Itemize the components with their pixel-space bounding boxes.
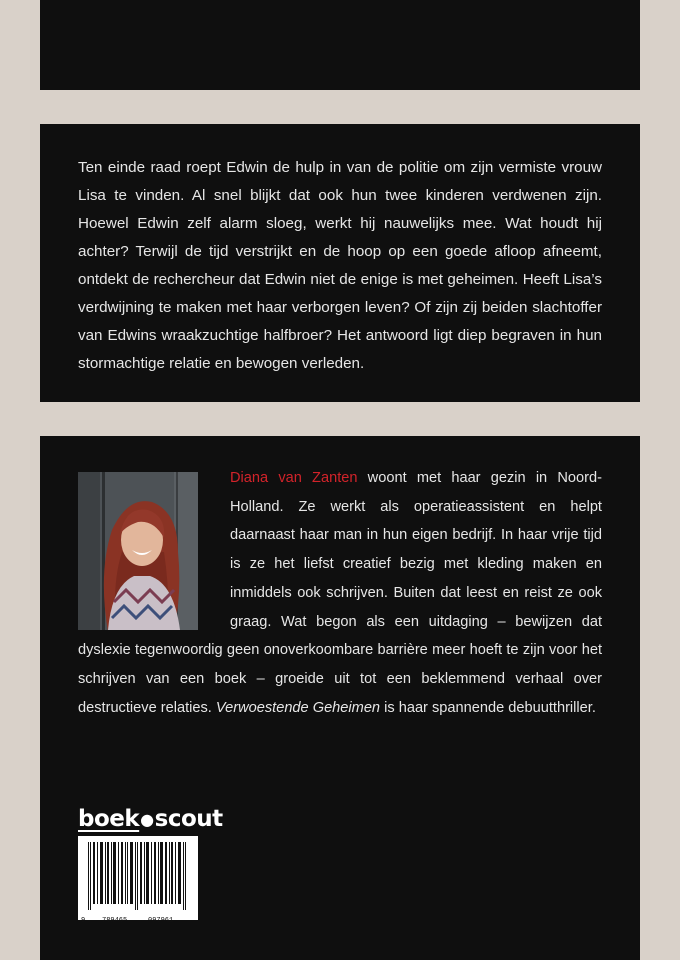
- top-panel: [40, 0, 640, 90]
- blurb-text: Ten einde raad roept Edwin de hulp in van de politie om zijn vermiste vrouw Lisa te vinden. Al snel blijkt dat ook hun twee kinderen verdwenen zijn. Hoewel Edwin zelf alarm sloeg, werkt hij nauwelijks mee. Wat houdt hij achter? Terwijl de tijd verstrijkt en de hoop op een goede afloop afneemt, ontdekt de rechercheur dat Edwin niet de enige is met geheimen. Heeft Lisa’s verdwijning te maken met haar verborgen leven? Of zijn zij beiden slachtoffer van Edwins wraakzuchtige halfbroer? Het antwoord ligt diep begraven in hun stormachtige relatie en bewogen verleden.: [78, 159, 602, 372]
- logo-text-boek: boek: [78, 806, 140, 832]
- logo-text-scout: scout: [154, 806, 223, 832]
- book-title: Verwoestende Geheimen: [215, 699, 381, 716]
- author-bio-text: woont met haar gezin in Noord-Holland. Ze werkt als operatieassistent en helpt daarnaast haar man in hun eigen bedrijf. In haar vrije tijd is ze het liefst creatief bezig met kleding maken en inmiddels ook schrijven. Buiten dat leest en reist ze ook graag. Wat begon als een uitdaging – bewijzen dat dyslexie tegenwoordig geen onoverkoombare barrière meer hoeft te zijn voor het schrijven van een boek – groeide uit tot een beklemmend verhaal over destructieve relaties.: [78, 470, 602, 716]
- isbn-barcode: [78, 836, 198, 925]
- author-panel: [40, 436, 640, 960]
- isbn-digits-right: 097961: [148, 917, 174, 925]
- author-portrait-image: [78, 472, 198, 630]
- author-photo: [78, 472, 198, 630]
- blurb-panel: [40, 124, 640, 402]
- logo-dot-icon: ●: [140, 810, 154, 829]
- publisher-logo: [78, 806, 223, 832]
- isbn-digit-first: 9: [81, 917, 86, 925]
- author-bio: [78, 464, 602, 722]
- author-name: Diana van Zanten: [230, 470, 358, 486]
- isbn-digits-left: 789465: [102, 917, 128, 925]
- barcode-icon: [78, 836, 198, 920]
- author-bio-end: is haar spannende debuutthriller.: [380, 699, 596, 716]
